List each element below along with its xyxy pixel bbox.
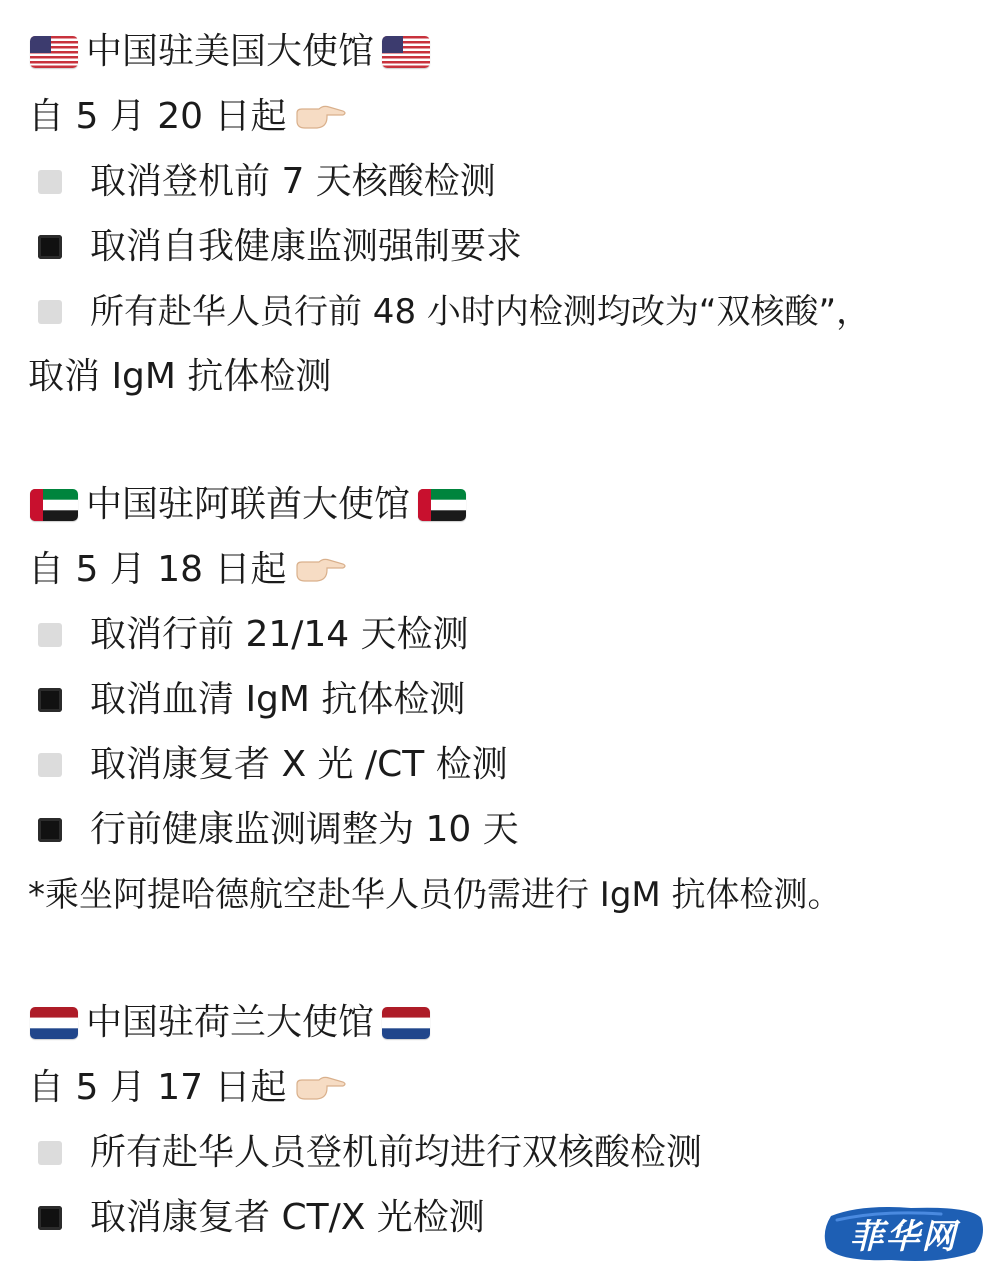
uae-flag-icon <box>30 489 78 521</box>
uae-effective-date <box>28 546 347 594</box>
list-item <box>28 288 870 336</box>
us-effective-date <box>28 93 347 141</box>
continuation-text: 取消 IgM 抗体检测 <box>28 356 332 397</box>
netherlands-embassy-heading <box>28 999 438 1047</box>
netherlands-flag-icon <box>382 1007 430 1039</box>
netherlands-flag-icon <box>30 1007 78 1039</box>
us-date-text: 自 5 月 20 日起 <box>28 96 287 137</box>
list-item-text: 取消行前 21/14 天检测 <box>90 614 469 655</box>
list-item-text: 所有赴华人员登机前均进行双核酸检测 <box>90 1132 703 1173</box>
list-item <box>28 676 465 724</box>
list-item-text: 取消康复者 X 光 /CT 检测 <box>90 744 508 785</box>
list-item <box>28 223 522 271</box>
list-item <box>28 611 469 659</box>
list-item-text: 取消自我健康监测强制要求 <box>90 226 523 267</box>
list-item <box>28 806 519 854</box>
list-item-text: 取消血清 IgM 抗体检测 <box>90 679 466 720</box>
pointing-right-hand-icon <box>293 554 347 586</box>
light-square-bullet-icon <box>38 753 62 777</box>
dark-square-bullet-icon <box>38 235 62 259</box>
uae-date-text: 自 5 月 18 日起 <box>28 549 287 590</box>
footnote-text: *乘坐阿提哈德航空赴华人员仍需进行 IgM 抗体检测。 <box>28 875 842 915</box>
pointing-right-hand-icon <box>293 101 347 133</box>
dark-square-bullet-icon <box>38 688 62 712</box>
list-item-text: 取消登机前 7 天核酸检测 <box>90 161 496 202</box>
netherlands-effective-date <box>28 1064 347 1112</box>
list-item <box>28 1129 702 1177</box>
us-embassy-heading <box>28 28 438 76</box>
uae-footnote <box>28 871 842 919</box>
list-item-text: 取消康复者 CT/X 光检测 <box>90 1197 485 1238</box>
list-item <box>28 158 496 206</box>
us-embassy-title: 中国驻美国大使馆 <box>86 31 375 72</box>
dark-square-bullet-icon <box>38 1206 62 1230</box>
us-flag-icon <box>30 36 78 68</box>
list-item-continuation <box>28 353 331 401</box>
list-item <box>28 1194 485 1242</box>
light-square-bullet-icon <box>38 1141 62 1165</box>
site-watermark-logo <box>821 1202 986 1264</box>
uae-embassy-heading <box>28 481 474 529</box>
netherlands-date-text: 自 5 月 17 日起 <box>28 1067 287 1108</box>
uae-embassy-title: 中国驻阿联酋大使馆 <box>86 484 411 525</box>
netherlands-embassy-title: 中国驻荷兰大使馆 <box>86 1002 375 1043</box>
list-item <box>28 741 508 789</box>
list-item-text: 所有赴华人员行前 48 小时内检测均改为“双核酸”， <box>90 292 871 332</box>
list-item-text: 行前健康监测调整为 10 天 <box>90 809 519 850</box>
watermark-text: 菲华网 <box>849 1216 958 1257</box>
pointing-right-hand-icon <box>293 1072 347 1104</box>
light-square-bullet-icon <box>38 170 62 194</box>
uae-flag-icon <box>418 489 466 521</box>
us-flag-icon <box>382 36 430 68</box>
light-square-bullet-icon <box>38 300 62 324</box>
dark-square-bullet-icon <box>38 818 62 842</box>
light-square-bullet-icon <box>38 623 62 647</box>
